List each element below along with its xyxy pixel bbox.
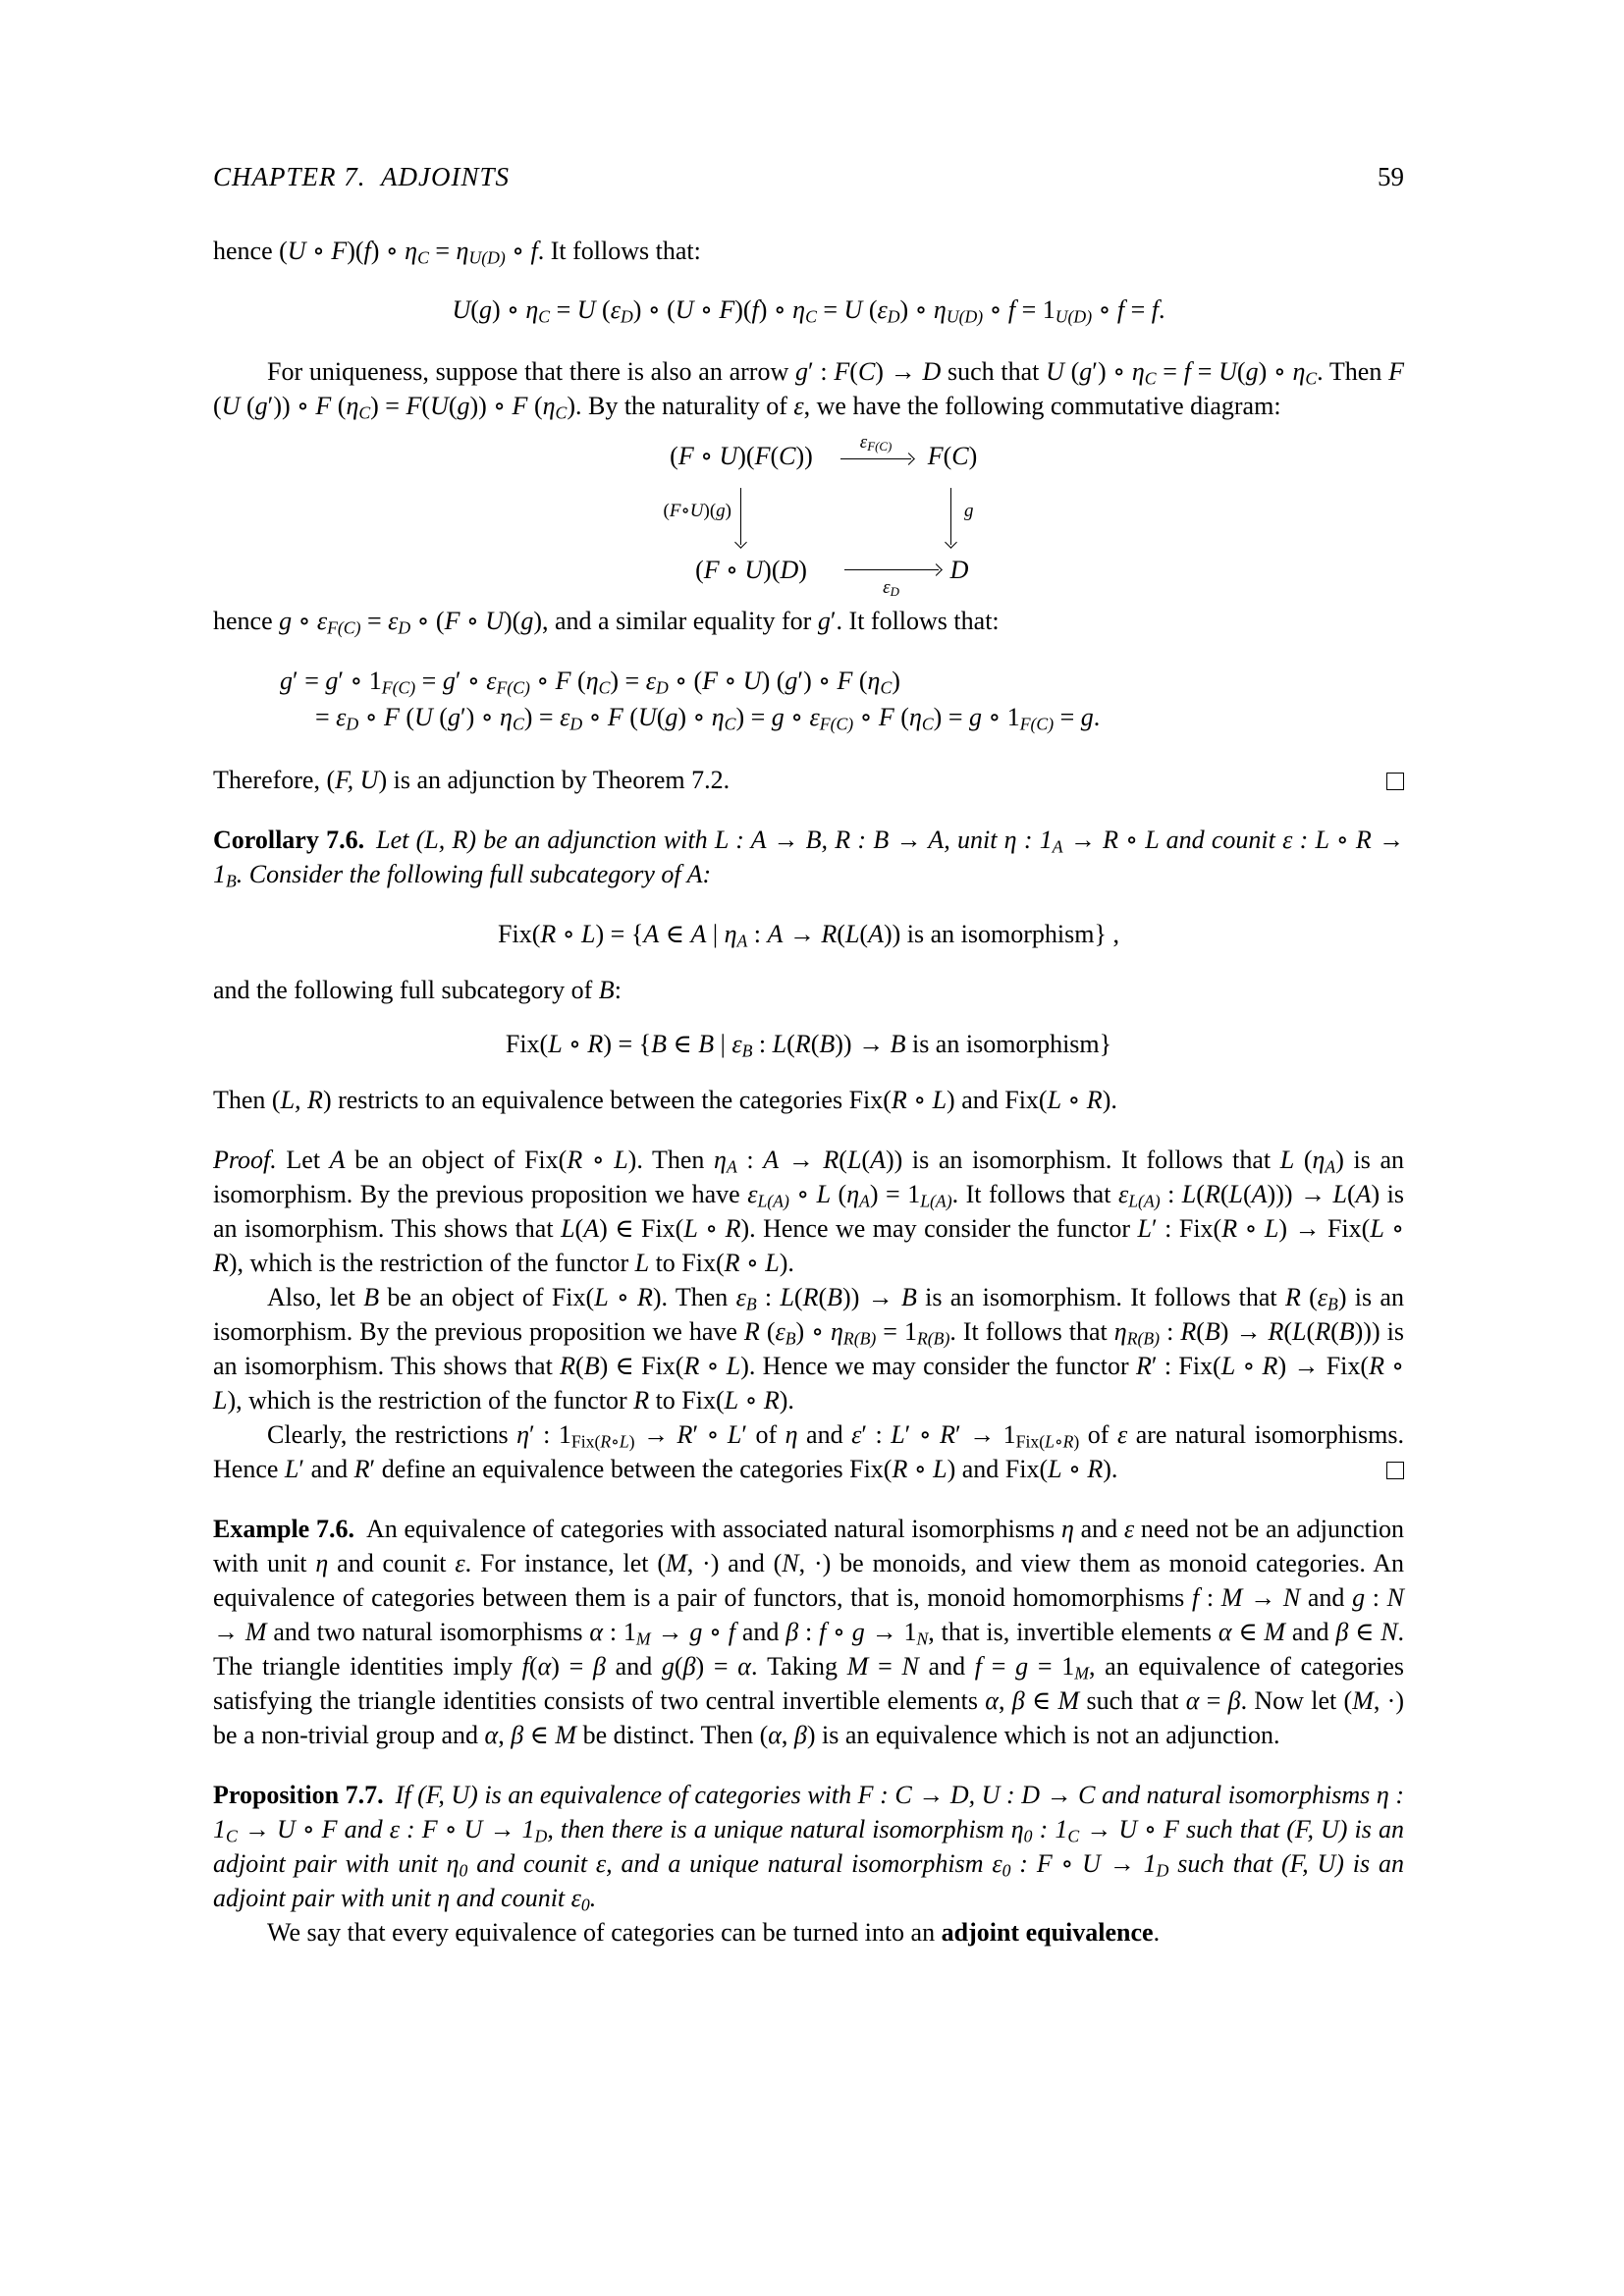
proposition-label: Proposition 7.7. xyxy=(213,1781,384,1809)
paragraph-therefore xyxy=(213,763,1404,797)
commutative-diagram xyxy=(648,432,1070,600)
right-arrow-icon xyxy=(840,458,911,459)
proof-paragraph-3-text: Clearly, the restrictions η′ : $1_{Fix(R\circ L)} \to R'$ ∘ L′ of η and ε′ : L′ ∘ $R' \to 1_{Fix(L\circ R)}$ of ε are natural isomorphisms. Hence L′ and R′ define an equivalence between the categories Fix(R ∘ L) and Fix(L ∘ R). xyxy=(213,1420,1404,1483)
diagram-node-top-left: (F ∘ U)(F(C)) xyxy=(670,442,813,470)
paragraph-adjoint-equivalence: We say that every equivalence of categories can be turned into an adjoint equivalence. xyxy=(267,1918,1161,1947)
corollary-paragraph xyxy=(213,823,1404,891)
paragraph-uniqueness: For uniqueness, suppose that there is also an arrow g′ : F(C) → D such that U (g′) ∘ $\eta_C = f = U(g)$ ∘ $\eta_C$. Then F (U (g′)) ∘ F $(\eta_C) = F(U(g))$ ∘ F $(\eta_C)$. By the naturality of ε, we have the following commutative diagram: xyxy=(213,357,1404,423)
paragraph-then-restricts: Then (L, R) restricts to an equivalence between the categories Fix(R ∘ L) and Fix(L ∘ R). xyxy=(213,1086,1117,1114)
proof-paragraph-2: Also, let B be an object of Fix(L ∘ R). Then $\varepsilon_B$ : L(R(B)) → B is an isomorphism. It follows that R $(\varepsilon_B)$ is an isomorphism. By the previous proposition we have R $(\varepsilon_B)$ ∘ $\eta_{R(B)} = 1_{R(B)}$. It follows that $\eta_{R(B)}$ : R(B) → R(L(R(B))) is an isomorphism. This shows that R(B) ∈ Fix(R ∘ L). Hence we may consider the functor R′ : Fix(L ∘ R) → Fix(R ∘ L), which is the restriction of the functor R to Fix(L ∘ R). xyxy=(213,1283,1405,1415)
corollary-text: Let (L, R) be an adjunction with L : A → B, R : B → A, unit η : $1_A \to R$ ∘ L and counit ε : L ∘ $R \to 1_B$. Consider the following full subcategory of A: xyxy=(213,826,1404,891)
right-arrow-icon xyxy=(844,569,939,570)
down-arrow-icon xyxy=(950,488,951,545)
down-arrow-icon xyxy=(740,488,741,545)
diagram-node-bottom-right: D xyxy=(949,556,969,584)
diagram-node-bottom-left: (F ∘ U)(D) xyxy=(695,556,807,584)
running-header: CHAPTER 7. ADJOINTS xyxy=(213,162,510,191)
diagram-node-top-right: F(C) xyxy=(927,442,978,470)
paragraph-hence-2: hence g ∘ $\varepsilon_{F(C)} = \varepsilon_D$ ∘ (F ∘ U)(g), and a similar equality for g′. It follows that: xyxy=(213,607,1000,638)
example-paragraph xyxy=(213,1512,1404,1752)
equation-chain-line-1: g′ = g′ ∘ $1_{F(C)} = g'$ ∘ $\varepsilon_{F(C)}$ ∘ F $(\eta_C) = \varepsilon_D$ ∘ (F ∘ U) (g′) ∘ F $(\eta_C)$ xyxy=(280,667,900,698)
diagram-label-bottom: $\varepsilon_D$ xyxy=(883,577,899,600)
qed-box-icon xyxy=(1386,1462,1404,1479)
paragraph-hence: hence (U ∘ F)(f) ∘ $\eta_C = \eta_{U(D)}$ ∘ f. It follows that: xyxy=(213,237,701,268)
proof-paragraph-1: Proof. Let A be an object of Fix(R ∘ L). Then $\eta_A$ : A → R(L(A)) is an isomorphism. It follows that L $(\eta_A)$ is an isomorphism. By the previous proposition we have $\varepsilon_{L(A)}$ ∘ L $(\eta_A) = 1_{L(A)}$. It follows that $\varepsilon_{L(A)}$ : L(R(L(A))) → L(A) is an isomorphism. This shows that L(A) ∈ Fix(L ∘ R). Hence we may consider the functor L′ : Fix(R ∘ L) → Fix(L ∘ R), which is the restriction of the functor L to Fix(R ∘ L). xyxy=(213,1146,1405,1277)
equation-chain-line-2: = $\varepsilon_D$ ∘ F (U (g′) ∘ $\eta_C) = \varepsilon_D$ ∘ F (U(g) ∘ $\eta_C) = g$ ∘ $\varepsilon_{F(C)}$ ∘ F $(\eta_C) = g$ ∘ $1_{F(C)} = g$. xyxy=(315,703,1101,734)
equation-main: U(g) ∘ $\eta_C = U$ $(\varepsilon_D)$ ∘ (U ∘ F)(f) ∘ $\eta_C = U$ $(\varepsilon_D)$ ∘ $\eta_{U(D)}$ ∘ $f = 1_{U(D)}$ ∘ f = f. xyxy=(452,295,1165,327)
text-block xyxy=(213,160,1404,1949)
therefore-text: Therefore, (F, U) is an adjunction by Theorem 7.2. xyxy=(213,766,731,794)
corollary-label: Corollary 7.6. xyxy=(213,826,365,854)
proposition-paragraph xyxy=(213,1778,1404,1915)
page-number: 59 xyxy=(1378,162,1404,191)
example-label: Example 7.6. xyxy=(213,1515,354,1543)
diagram-label-top: $\varepsilon_{F(C)}$ xyxy=(859,432,893,454)
qed-box-icon xyxy=(1386,773,1404,790)
proof-paragraph-3 xyxy=(213,1417,1404,1486)
equation-chain xyxy=(213,663,1404,735)
paragraph-subcategory-B: and the following full subcategory of B: xyxy=(213,976,622,1004)
equation-fix-RL: Fix(R ∘ L) = {A ∈ A | $\eta_A$ : A → R(L(A)) is an isomorphism} , xyxy=(498,920,1119,951)
example-text: An equivalence of categories with associated natural isomorphisms η and ε need not be an adjunction with unit η and counit ε. For instance, let (M, ·) and (N, ·) be monoids, and view them as monoid categories. An equivalence of categories between them is a pair of functors, that is, monoid homomorphisms f : M → N and g : N → M and two natural isomorphisms α : $1_M \to g$ ∘ f and β : f ∘ $g \to 1_N$, that is, invertible elements α ∈ M and β ∈ N. The triangle identities imply f(α) = β and g(β) = α. Taking M = N and $f = g = 1_M$, an equivalence of categories satisfying the triangle identities consists of two central invertible elements α, β ∈ M such that α = β. Now let (M, ·) be a non-trivial group and α, β ∈ M be distinct. Then (α, β) is an equivalence which is not an adjunction. xyxy=(213,1515,1405,1749)
equation-fix-LR: Fix(L ∘ R) = {B ∈ B | $\varepsilon_B$ : L(R(B)) → B is an isomorphism} xyxy=(505,1030,1112,1061)
diagram-label-left: (F∘U)(g) xyxy=(663,501,731,521)
proposition-text: If (F, U) is an equivalence of categories with F : C → D, U : D → C and natural isomorphisms η : $1_C \to U$ ∘ F and ε : F ∘ $U \to 1_D$, then there is a unique natural isomorphism $\eta_0$ : $1_C \to U$ ∘ F such that (F, U) is an adjoint pair with unit $\eta_0$ and counit ε, and a unique natural isomorphism $\varepsilon_0$ : F ∘ $U \to 1_D$ such that (F, U) is an adjoint pair with unit η and counit $\varepsilon_0$. xyxy=(213,1781,1404,1915)
page-header xyxy=(213,160,1404,194)
diagram-label-right: g xyxy=(964,501,974,521)
